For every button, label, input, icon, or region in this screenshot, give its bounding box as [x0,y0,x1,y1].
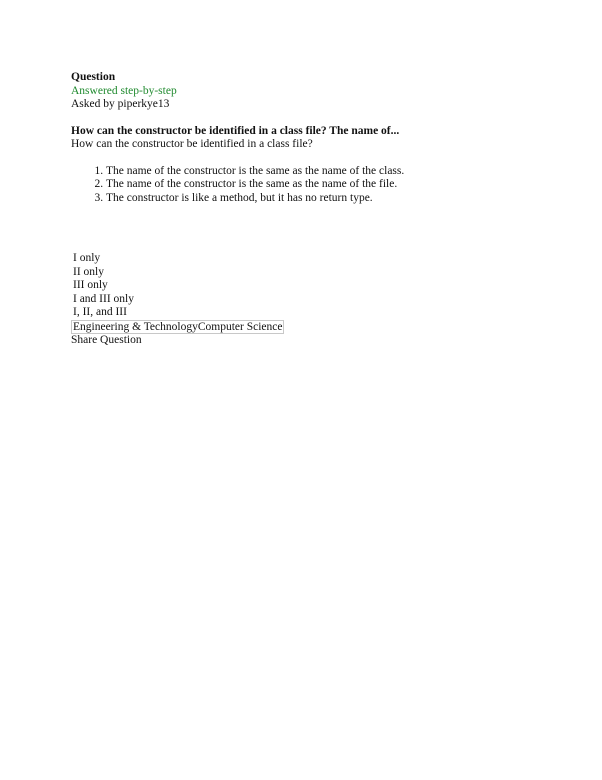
statement-item: 1. The name of the constructor is the same as the name of the class. [106,165,541,179]
tag-computer-science[interactable]: Computer Science [197,320,283,333]
choice-item: I, II, and III [73,306,127,318]
choice-item: I only [73,252,101,264]
statement-item: 2. The name of the constructor is the same as the name of the file. [106,178,541,192]
asked-by-prefix: Asked by [71,98,115,110]
question-body: How can the constructor be identified in a class file? [71,138,313,150]
share-question-link[interactable]: Share Question [71,334,142,346]
statement-list [71,165,541,206]
question-document [71,71,541,348]
question-title: How can the constructor be identified in a class file? The name of... [71,124,400,137]
statement-item: 3. The constructor is like a method, but it has no return type. [106,192,541,206]
question-heading: Question [71,71,116,83]
choice-item: III only [73,279,108,291]
subject-tags [71,320,284,335]
answer-status[interactable]: Answered step-by-step [71,84,177,97]
tag-engineering-technology[interactable]: Engineering & Technology [73,320,198,333]
choice-item: I and III only [73,292,134,305]
choice-item: II only [73,265,104,278]
asked-by-user[interactable]: piperkye13 [117,98,170,110]
asked-by-row [71,98,541,112]
answer-choices [71,252,541,320]
